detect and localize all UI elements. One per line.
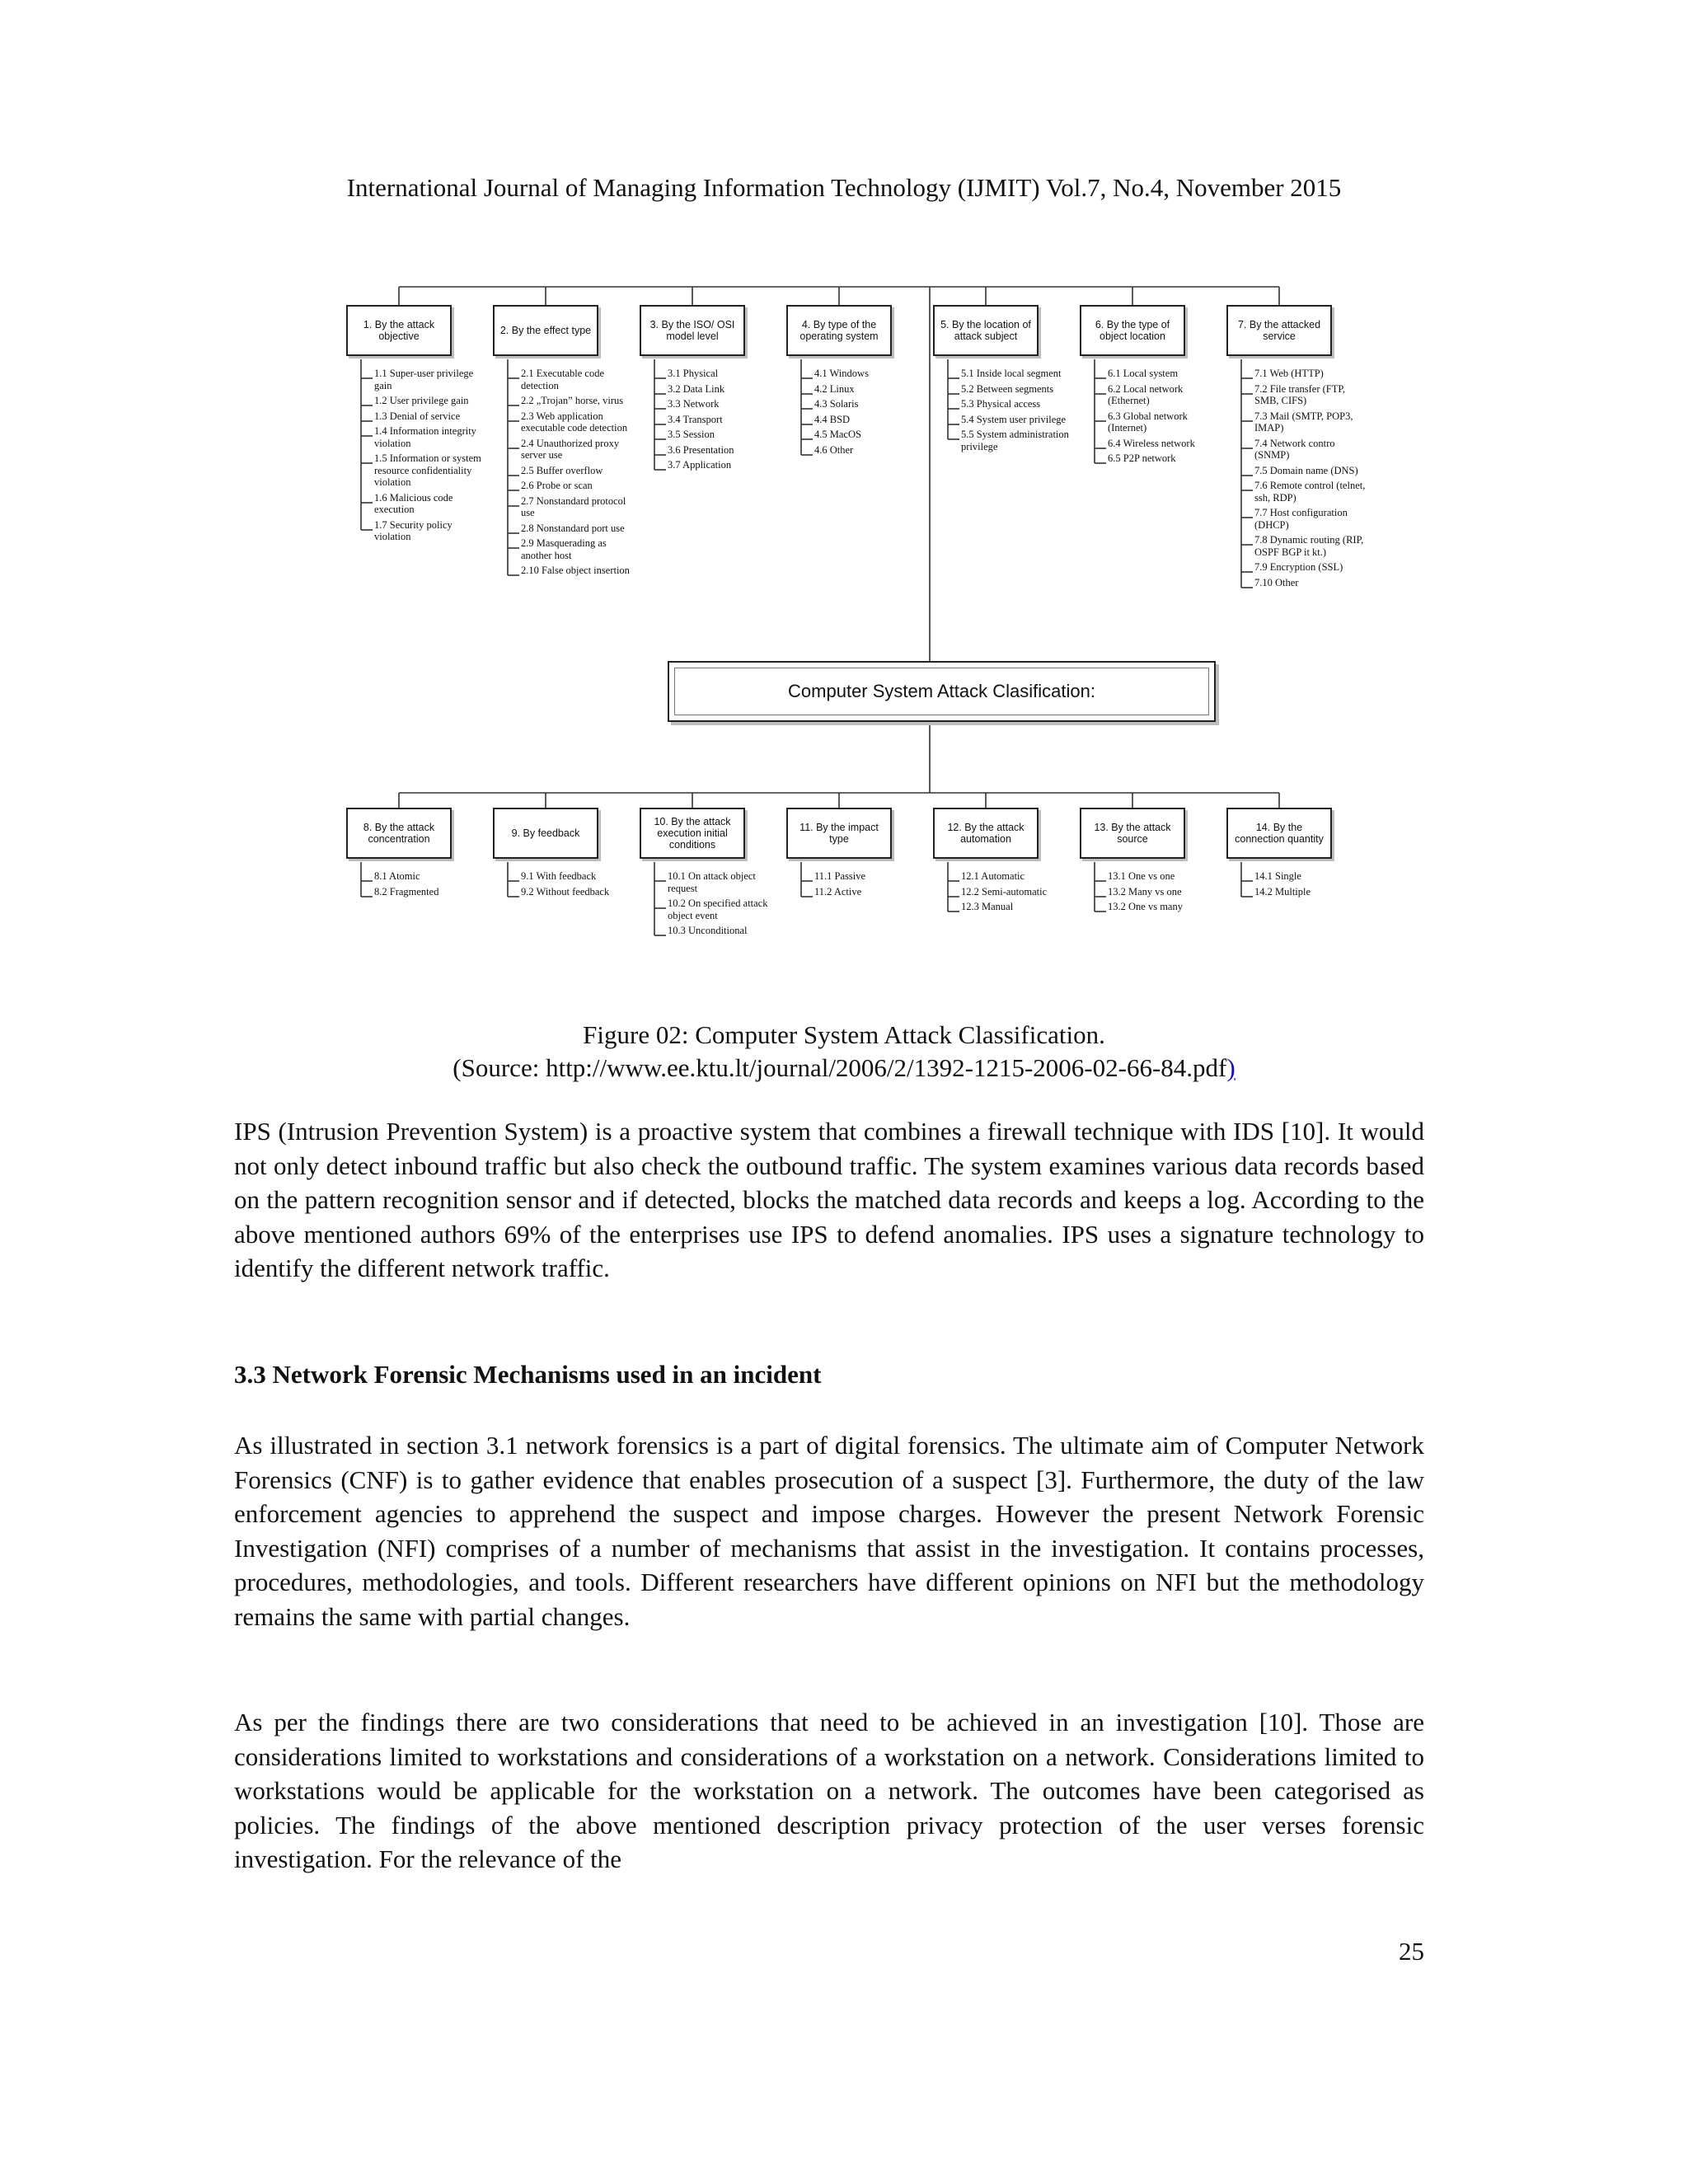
category-item: 10.3 Unconditional [668, 925, 748, 936]
category-item: 3.1 Physical [668, 368, 719, 379]
category-item: 1.5 Information or system resource confidentiality violation [374, 452, 481, 488]
category-item: 6.1 Local system [1108, 368, 1179, 379]
category-item: 7.7 Host configuration (DHCP) [1254, 507, 1348, 531]
category-item: 8.1 Atomic [374, 870, 420, 882]
category-item: 2.1 Executable code detection [521, 368, 604, 391]
category-item: 9.1 With feedback [521, 870, 597, 882]
category-item: 1.1 Super-user privilege gain [374, 368, 474, 391]
category-item: 7.9 Encryption (SSL) [1254, 561, 1343, 573]
category-box-1: 1. By the attack objective [346, 305, 452, 356]
category-item: 6.4 Wireless network [1108, 437, 1195, 449]
category-item: 8.2 Fragmented [374, 885, 439, 898]
category-box-10: 10. By the attack execution initial conditions [640, 808, 745, 859]
category-item: 11.2 Active [814, 885, 862, 898]
category-box-2: 2. By the effect type [493, 305, 598, 356]
category-item: 6.2 Local network (Ethernet) [1108, 382, 1184, 406]
category-item: 7.1 Web (HTTP) [1254, 368, 1324, 379]
source-suffix: ) [1226, 1053, 1236, 1082]
category-item: 2.5 Buffer overflow [521, 464, 603, 476]
category-box-5: 5. By the location of attack subject [933, 305, 1039, 356]
category-item: 2.2 „Trojan” horse, virus [521, 395, 624, 406]
category-item: 10.1 On attack object request [668, 870, 756, 894]
category-item: 12.3 Manual [961, 901, 1014, 912]
category-item: 9.2 Without feedback [521, 885, 610, 898]
category-box-12: 12. By the attack automation [933, 808, 1039, 859]
category-item: 14.1 Single [1254, 870, 1301, 882]
category-item: 1.7 Security policy violation [374, 518, 452, 542]
source-prefix: (Source: [452, 1053, 546, 1082]
category-item: 4.4 BSD [814, 413, 851, 425]
category-item: 2.6 Probe or scan [521, 480, 593, 491]
category-item: 1.2 User privilege gain [374, 395, 469, 406]
category-box-8: 8. By the attack concentration [346, 808, 452, 859]
category-items [521, 870, 632, 901]
category-item: 1.6 Malicious code execution [374, 491, 453, 515]
category-box-7: 7. By the attacked service [1226, 305, 1332, 356]
category-item: 11.1 Passive [814, 870, 866, 882]
category-items [814, 870, 926, 901]
category-item: 6.5 P2P network [1108, 452, 1176, 464]
category-box-6: 6. By the type of object location [1080, 305, 1185, 356]
category-item: 2.4 Unauthorized proxy server use [521, 437, 620, 461]
category-item: 7.4 Network contro (SNMP) [1254, 437, 1335, 461]
category-item: 4.1 Windows [814, 368, 869, 379]
paragraph-considerations: As per the findings there are two considerations that need to be achieved in an investigation [10]. Those are considerations limited to workstations and considerations of a workstation on a network. Considerations limited to workstations would be applicable for the workstation on a network. The outcomes have been categorised as policies. The findings of the above mentioned description privacy protection of the user verses forensic investigation. For the relevance of the [234, 1708, 1424, 1873]
category-item: 4.6 Other [814, 443, 854, 456]
figure-caption: Figure 02: Computer System Attack Classification. [583, 1020, 1105, 1049]
figure-source [0, 1053, 1688, 1083]
category-item: 14.2 Multiple [1254, 885, 1311, 898]
category-item: 12.1 Automatic [961, 870, 1025, 882]
category-item: 13.2 One vs many [1108, 901, 1183, 912]
category-item: 3.5 Session [668, 429, 715, 440]
category-item: 7.5 Domain name (DNS) [1254, 464, 1358, 476]
category-items [374, 870, 485, 901]
category-item: 1.3 Denial of service [374, 410, 461, 422]
category-items [814, 368, 926, 459]
category-item: 2.3 Web application executable code detection [521, 410, 628, 434]
category-items [1254, 870, 1366, 901]
category-item: 12.2 Semi-automatic [961, 885, 1048, 898]
category-item: 10.2 On specified attack object event [668, 898, 768, 921]
category-item: 1.4 Information integrity violation [374, 425, 476, 449]
category-item: 5.1 Inside local segment [961, 368, 1062, 379]
category-item: 7.10 Other [1254, 576, 1299, 588]
category-item: 4.3 Solaris [814, 398, 859, 410]
category-item: 3.2 Data Link [668, 382, 725, 395]
category-items [1254, 368, 1366, 592]
category-item: 5.4 System user privilege [961, 413, 1067, 425]
category-items [1108, 870, 1219, 916]
category-item: 5.3 Physical access [961, 398, 1041, 410]
category-item: 2.8 Nonstandard port use [521, 522, 625, 534]
category-item: 7.8 Dynamic routing (RIP, OSPF BGP it kt.) [1254, 534, 1364, 558]
category-items [961, 368, 1072, 456]
category-box-3: 3. By the ISO/ OSI model level [640, 305, 745, 356]
center-label-box [668, 661, 1216, 722]
category-item: 3.7 Application [668, 459, 732, 471]
paragraph-network-forensics: As illustrated in section 3.1 network forensics is a part of digital forensics. The ultimate aim of Computer Network Forensics (CNF) is to gather evidence that enables prosecution of a suspect [3]. Furthermore, the duty of the law enforcement agencies to apprehend the suspect and impose charges. However the present Network Forensic Investigation (NFI) comprises of a number of mechanisms that assist in the investigation. It contains processes, procedures, methodologies, and tools. Different researchers have different opinions on NFI but the methodology remains the same with partial changes. [234, 1431, 1424, 1631]
category-items [961, 870, 1072, 916]
category-items [1108, 368, 1219, 468]
category-box-9: 9. By feedback [493, 808, 598, 859]
category-item: 3.6 Presentation [668, 443, 734, 456]
category-box-14: 14. By the connection quantity [1226, 808, 1332, 859]
category-item: 2.10 False object insertion [521, 565, 630, 576]
category-item: 3.3 Network [668, 398, 720, 410]
center-label: Computer System Attack Clasification: [788, 681, 1095, 701]
category-items [668, 368, 779, 475]
category-item: 5.2 Between segments [961, 382, 1054, 395]
category-item: 3.4 Transport [668, 413, 723, 425]
category-items [374, 368, 485, 546]
category-box-13: 13. By the attack source [1080, 808, 1185, 859]
category-box-4: 4. By type of the operating system [786, 305, 892, 356]
category-items [668, 870, 779, 940]
category-item: 7.6 Remote control (telnet, ssh, RDP) [1254, 480, 1366, 504]
category-items [521, 368, 632, 580]
attack-classification-figure [346, 280, 1409, 981]
category-box-11: 11. By the impact type [786, 808, 892, 859]
category-item: 6.3 Global network (Internet) [1108, 410, 1188, 434]
source-link[interactable]: http://www.ee.ktu.lt/journal/2006/2/1392-1215-2006-02-66-84.pdf [546, 1053, 1227, 1082]
category-item: 13.2 Many vs one [1108, 885, 1182, 898]
category-item: 2.9 Masquerading as another host [521, 537, 607, 561]
category-item: 4.2 Linux [814, 382, 855, 395]
category-item: 2.7 Nonstandard protocol use [521, 494, 626, 518]
category-item: 4.5 MacOS [814, 429, 861, 440]
category-item: 7.3 Mail (SMTP, POP3, IMAP) [1254, 410, 1353, 434]
category-item: 7.2 File transfer (FTP, SMB, CIFS) [1254, 382, 1346, 406]
paragraph-ips: IPS (Intrusion Prevention System) is a proactive system that combines a firewall technique with IDS [10]. It would not only detect inbound traffic but also check the outbound traffic. The system examines various data records based on the pattern recognition sensor and if detected, blocks the matched data records and keeps a log. According to the above mentioned authors 69% of the enterprises use IPS to defend anomalies. IPS uses a signature technology to identify the different network traffic. [234, 1117, 1424, 1282]
category-item: 13.1 One vs one [1108, 870, 1175, 882]
section-heading: 3.3 Network Forensic Mechanisms used in an incident [234, 1360, 822, 1389]
category-item: 5.5 System administration privilege [961, 429, 1069, 452]
page-number: 25 [1399, 1937, 1424, 1966]
running-header: International Journal of Managing Information Technology (IJMIT) Vol.7, No.4, November 2015 [346, 173, 1342, 202]
